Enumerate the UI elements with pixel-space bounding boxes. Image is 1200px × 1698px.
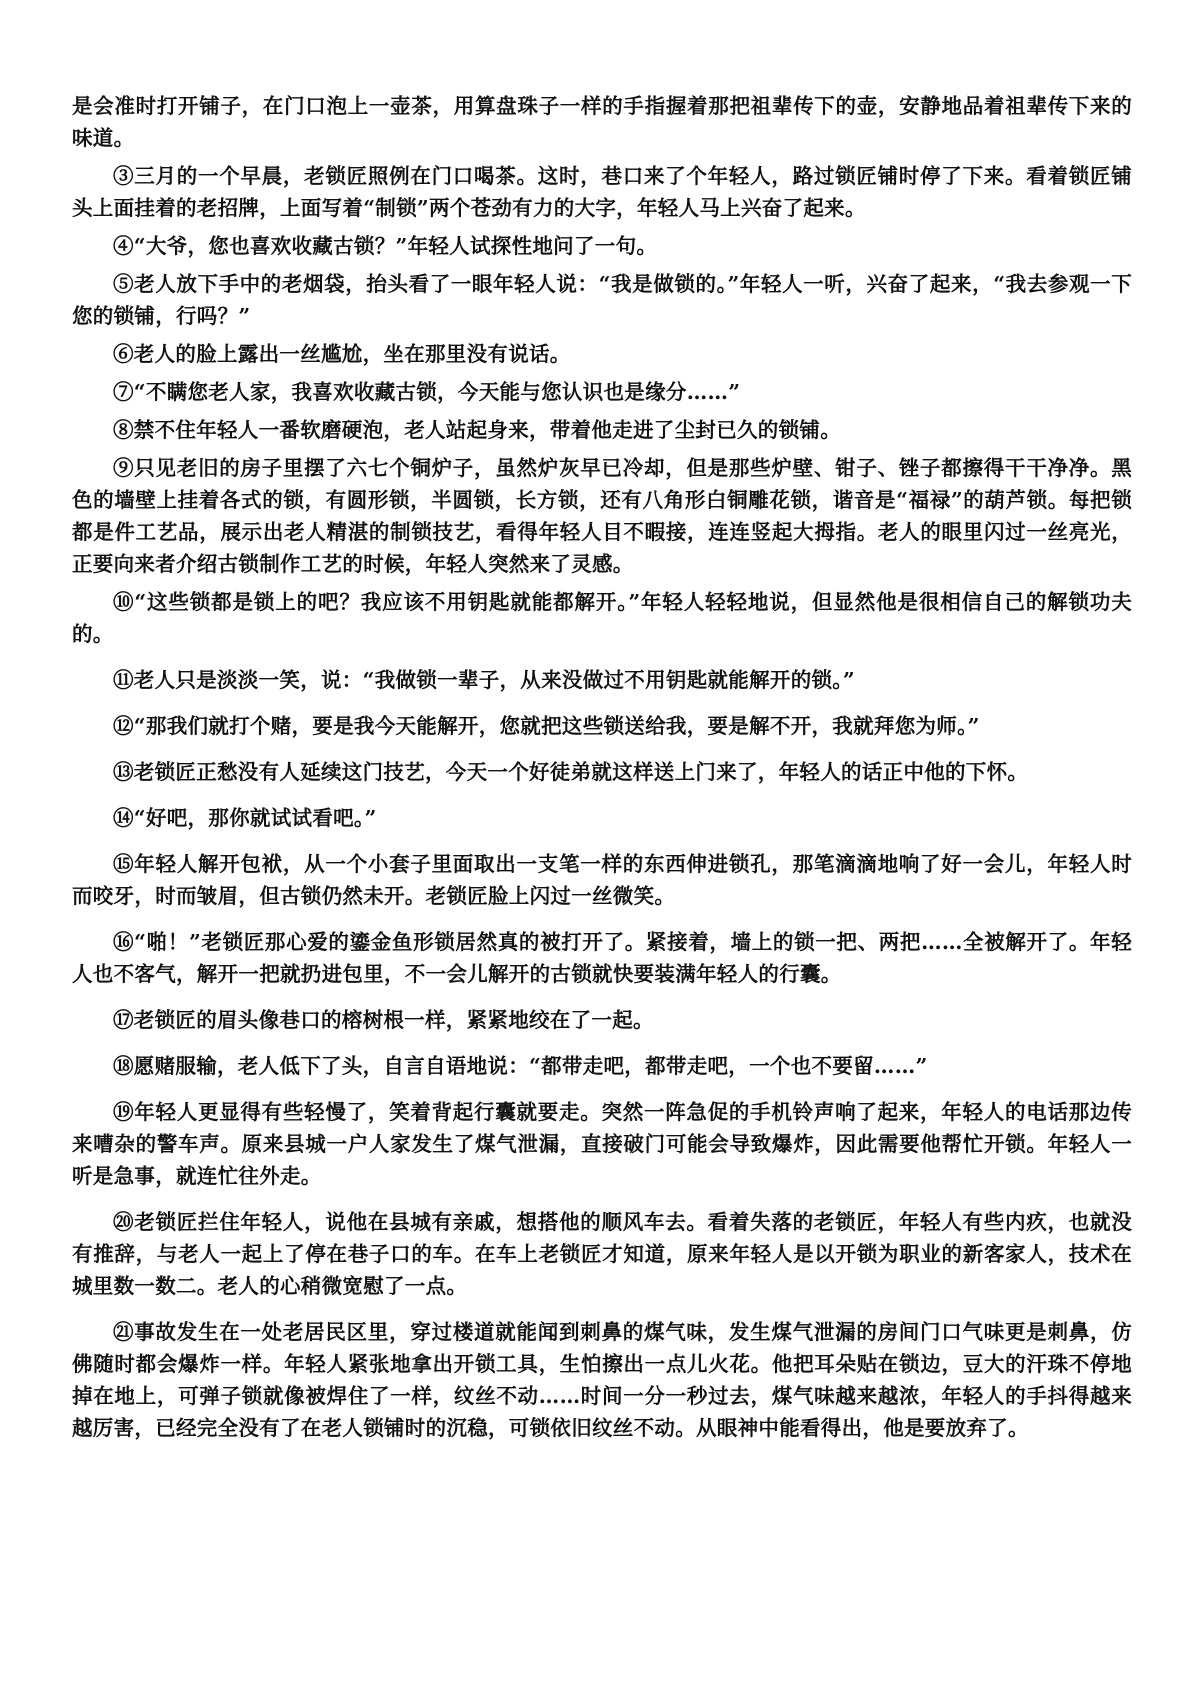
paragraph-continuation: 是会准时打开铺子，在门口泡上一壶茶，用算盘珠子一样的手指握着那把祖辈传下的壶，安静地品着祖辈传下来的味道。	[72, 94, 1132, 150]
paragraph-12: ⑫“那我们就打个赌，要是我今天能解开，您就把这些锁送给我，要是解不开，我就拜您为师。”	[113, 714, 980, 738]
paragraph-20: ⑳老锁匠拦住年轻人，说他在县城有亲戚，想搭他的顺风车去。看着失落的老锁匠，年轻人有些内疚，也就没有推辞，与老人一起上了停在巷子口的车。在车上老锁匠才知道，原来年轻人是以开锁为职业的新客家人，技术在城里数一数二。老人的心稍微宽慰了一点。	[72, 1210, 1132, 1298]
paragraph-6: ⑥老人的脸上露出一丝尴尬，坐在那里没有说话。	[113, 342, 571, 366]
paragraph-18: ⑱愿赌服输，老人低下了头，自言自语地说：“都带走吧，都带走吧，一个也不要留……”	[113, 1054, 928, 1078]
paragraph-11: ⑪老人只是淡淡一笑，说：“我做锁一辈子，从来没做过不用钥匙就能解开的锁。”	[113, 668, 855, 692]
paragraph-3: ③三月的一个早晨，老锁匠照例在门口喝茶。这时，巷口来了个年轻人，路过锁匠铺时停了下来。看着锁匠铺头上面挂着的老招牌，上面写着“制锁”两个苍劲有力的大字，年轻人马上兴奋了起来。	[72, 164, 1132, 220]
paragraph-7: ⑦“不瞒您老人家，我喜欢收藏古锁，今天能与您认识也是缘分……”	[113, 380, 741, 404]
paragraph-17: ⑰老锁匠的眉头像巷口的榕树根一样，紧紧地绞在了一起。	[113, 1008, 654, 1032]
paragraph-5: ⑤老人放下手中的老烟袋，抬头看了一眼年轻人说：“我是做锁的。”年轻人一听，兴奋了起来，“我去参观一下您的锁铺，行吗？”	[72, 272, 1132, 328]
paragraph-16: ⑯“啪！”老锁匠那心爱的鎏金鱼形锁居然真的被打开了。紧接着，墙上的锁一把、两把……全被解开了。年轻人也不客气，解开一把就扔进包里，不一会儿解开的古锁就快要装满年轻人的行囊。	[72, 930, 1132, 986]
document-page	[72, 90, 1132, 1458]
paragraph-4: ④“大爷，您也喜欢收藏古锁？”年轻人试探性地问了一句。	[113, 234, 658, 258]
paragraph-8: ⑧禁不住年轻人一番软磨硬泡，老人站起身来，带着他走进了尘封已久的锁铺。	[113, 418, 841, 442]
paragraph-10: ⑩“这些锁都是锁上的吧？我应该不用钥匙就能都解开。”年轻人轻轻地说，但显然他是很相信自己的解锁功夫的。	[72, 590, 1132, 646]
paragraph-13: ⑬老锁匠正愁没有人延续这门技艺，今天一个好徒弟就这样送上门来了，年轻人的话正中他的下怀。	[113, 760, 1029, 784]
paragraph-21: ㉑事故发生在一处老居民区里，穿过楼道就能闻到刺鼻的煤气味，发生煤气泄漏的房间门口气味更是刺鼻，仿佛随时都会爆炸一样。年轻人紧张地拿出开锁工具，生怕擦出一点儿火花。他把耳朵贴在锁边，豆大的汗珠不停地掉在地上，可弹子锁就像被焊住了一样，纹丝不动……时间一分一秒过去，煤气味越来越浓，年轻人的手抖得越来越厉害，已经完全没有了在老人锁铺时的沉稳，可锁依旧纹丝不动。从眼神中能看得出，他是要放弃了。	[72, 1320, 1132, 1440]
paragraph-9: ⑨只见老旧的房子里摆了六七个铜炉子，虽然炉灰早已冷却，但是那些炉壁、钳子、锉子都擦得干干净净。黑色的墙壁上挂着各式的锁，有圆形锁，半圆锁，长方锁，还有八角形白铜雕花锁，谐音是“福禄”的葫芦锁。每把锁都是件工艺品，展示出老人精湛的制锁技艺，看得年轻人目不暇接，连连竖起大拇指。老人的眼里闪过一丝亮光，正要向来者介绍古锁制作工艺的时候，年轻人突然来了灵感。	[72, 456, 1132, 576]
paragraph-15: ⑮年轻人解开包袱，从一个小套子里面取出一支笔一样的东西伸进锁孔，那笔滴滴地响了好一会儿，年轻人时而咬牙，时而皱眉，但古锁仍然未开。老锁匠脸上闪过一丝微笑。	[72, 852, 1132, 908]
paragraph-14: ⑭“好吧，那你就试试看吧。”	[113, 806, 377, 830]
paragraph-19: ⑲年轻人更显得有些轻慢了，笑着背起行囊就要走。突然一阵急促的手机铃声响了起来，年轻人的电话那边传来嘈杂的警车声。原来县城一户人家发生了煤气泄漏，直接破门可能会导致爆炸，因此需要他帮忙开锁。年轻人一听是急事，就连忙往外走。	[72, 1100, 1132, 1188]
